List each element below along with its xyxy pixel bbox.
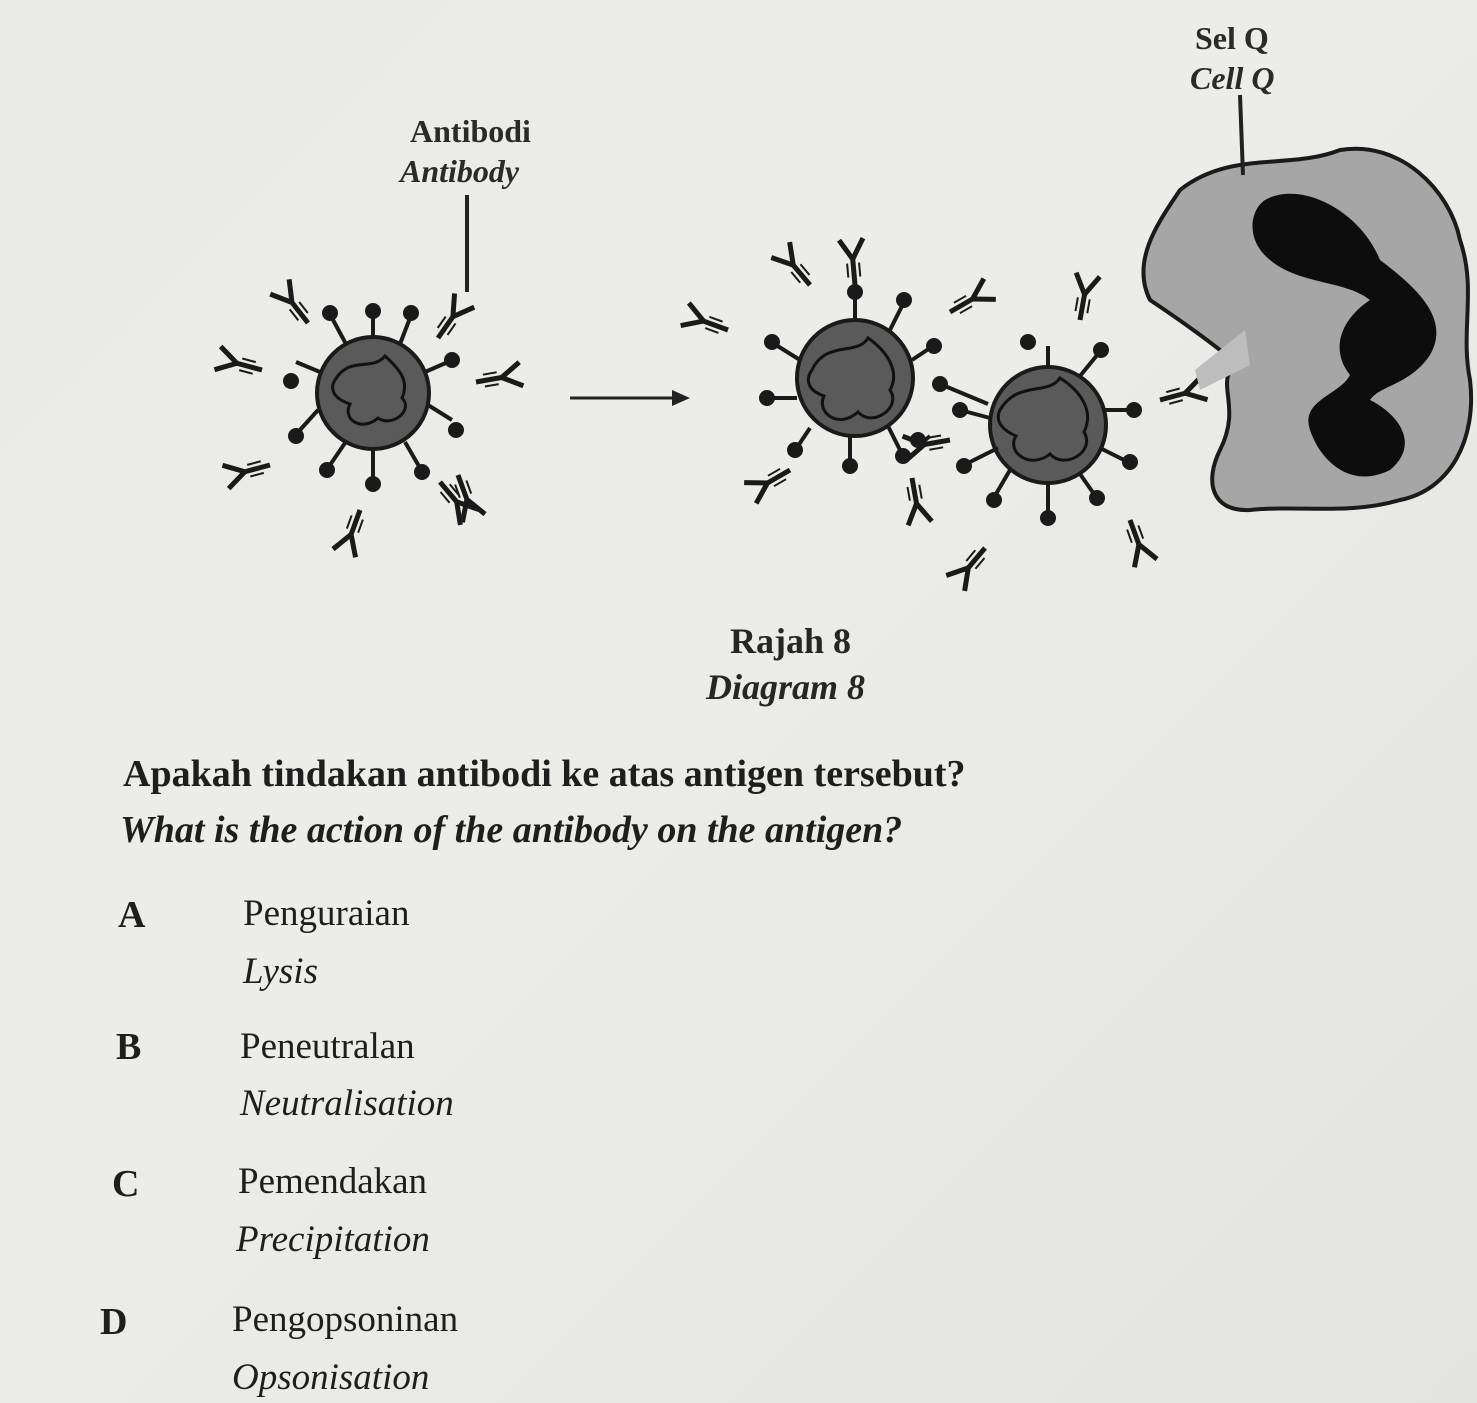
option-d-text-en: Opsonisation [232, 1357, 430, 1398]
antigen-clump [681, 238, 1208, 591]
option-d-letter: D [100, 1301, 128, 1343]
option-a-letter: A [118, 894, 146, 936]
option-c-letter: C [112, 1163, 140, 1205]
option-c-text-ms: Pemendakan [238, 1161, 428, 1202]
cell-q-label-en: Cell Q [1190, 60, 1275, 96]
option-d[interactable] [100, 1300, 127, 1344]
option-a-text-en: Lysis [243, 951, 318, 992]
antibody-label-ms: Antibodi [410, 113, 531, 149]
antigen-free [214, 279, 523, 557]
option-b-letter: B [116, 1026, 142, 1068]
cell-q-label-ms: Sel Q [1195, 20, 1269, 56]
question-text-en: What is the action of the antibody on the antigen? [120, 809, 903, 851]
option-d-text-ms: Pengopsoninan [232, 1299, 459, 1340]
question-text-ms: Apakah tindakan antibodi ke atas antigen tersebut? [123, 753, 966, 795]
option-a[interactable] [118, 893, 145, 937]
diagram-caption-ms: Rajah 8 [730, 621, 852, 661]
arrow-icon [570, 390, 690, 406]
option-b-text-ms: Peneutralan [240, 1026, 415, 1067]
option-c-text-en: Precipitation [236, 1219, 430, 1260]
diagram-caption-en: Diagram 8 [706, 667, 866, 707]
option-b[interactable] [116, 1025, 141, 1069]
antibody-label-en: Antibody [400, 153, 520, 189]
option-b-text-en: Neutralisation [240, 1083, 454, 1124]
option-c[interactable] [112, 1162, 139, 1206]
option-a-text-ms: Penguraian [243, 893, 410, 934]
cell-q-phagocyte [1143, 149, 1471, 510]
